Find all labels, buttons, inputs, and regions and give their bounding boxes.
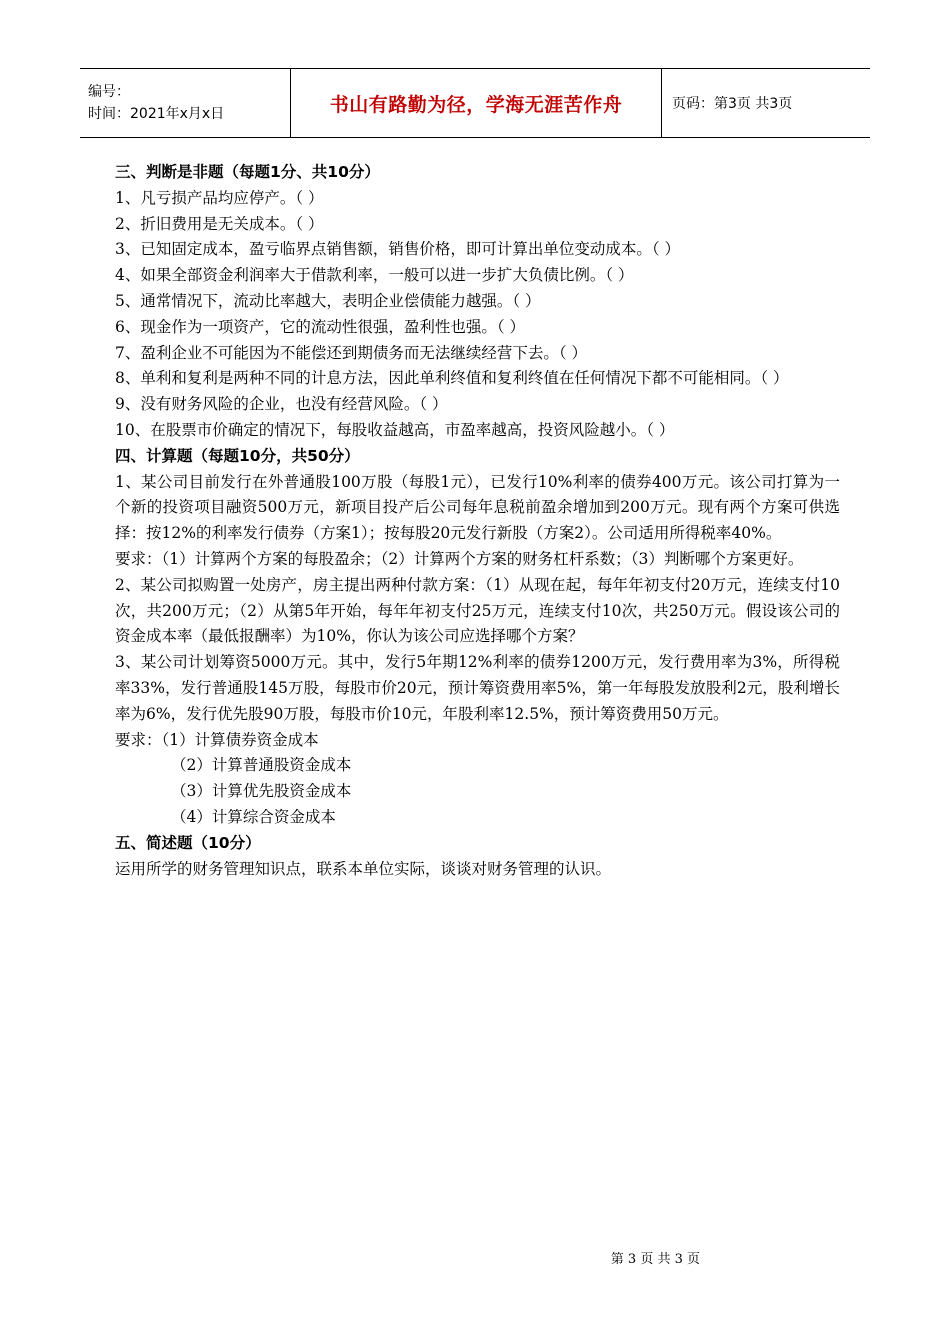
header-meta: [80, 69, 290, 137]
question-item: 1、凡亏损产品均应停产。（ ）: [115, 188, 324, 207]
header-page-info: [662, 69, 870, 137]
calc-question-3-req-1: 要求：（1）计算债券资金成本: [115, 730, 319, 749]
question-item: 9、没有财务风险的企业，也没有经营风险。（ ）: [115, 395, 448, 414]
calc-question-3-req-2: （2）计算普通股资金成本: [171, 756, 352, 775]
header-motto-cell: [290, 69, 662, 137]
motto: 书山有路勤为径，学海无涯苦作舟: [329, 93, 623, 116]
calc-question-3-req-4: （4）计算综合资金成本: [171, 807, 336, 826]
footer-page-number: 第 3 页 共 3 页: [610, 1252, 700, 1267]
question-item: 2、折旧费用是无关成本。（ ）: [115, 214, 324, 233]
section-title-judgement: 三、判断是非题（每题1分、共10分）: [115, 163, 380, 181]
number-label: 编号：: [88, 84, 130, 100]
calc-question-2: 2、某公司拟购置一处房产，房主提出两种付款方案：（1）从现在起，每年年初支付20万元，连续支付10次，共200万元；（2）从第5年开始，每年年初支付25万元，连续支付10次，共250万元。假设该公司的资金成本率（最低报酬率）为10%，你认为该公司应选择哪个方案？: [115, 575, 840, 646]
question-item: 7、盈利企业不可能因为不能偿还到期债务而无法继续经营下去。（ ）: [115, 343, 588, 362]
question-item: 10、在股票市价确定的情况下，每股收益越高，市盈率越高，投资风险越小。（ ）: [115, 420, 675, 439]
question-item: 8、单利和复利是两种不同的计息方法，因此单利终值和复利终值在任何情况下都不可能相同。（ ）: [115, 369, 789, 388]
document-header: [80, 68, 870, 138]
calc-question-3: 3、某公司计划筹资5000万元。其中，发行5年期12%利率的债券1200万元，发行费用率为3%，所得税率33%，发行普通股145万股，每股市价20元，预计筹资费用率5%，第一年每股发放股利2元，股利增长率为6%，发行优先股90万股，每股市价10元，年股利率12.5%，预计筹资费用50万元。: [115, 653, 840, 723]
question-item: 3、已知固定成本，盈亏临界点销售额，销售价格，即可计算出单位变动成本。（ ）: [115, 240, 681, 259]
essay-prompt: 运用所学的财务管理知识点，联系本单位实际，谈谈对财务管理的认识。: [115, 859, 612, 878]
date-label: 时间：2021年x月x日: [88, 106, 225, 122]
question-item: 4、如果全部资金利润率大于借款利率，一般可以进一步扩大负债比例。（ ）: [115, 266, 634, 285]
calc-question-1-requirements: 要求：（1）计算两个方案的每股盈余；（2）计算两个方案的财务杠杆系数；（3）判断哪个方案更好。: [115, 549, 804, 568]
page-footer: [0, 1248, 950, 1267]
calc-question-3-req-3: （3）计算优先股资金成本: [171, 782, 352, 801]
section-title-essay: 五、简述题（10分）: [115, 833, 261, 852]
section-title-calculation: 四、计算题（每题10分，共50分）: [115, 446, 360, 465]
question-item: 5、通常情况下，流动比率越大，表明企业偿债能力越强。（ ）: [115, 291, 541, 310]
page-info: 页码：第3页 共3页: [672, 96, 793, 112]
calc-question-1: 1、某公司目前发行在外普通股100万股（每股1元），已发行10%利率的债券400万元。该公司打算为一个新的投资项目融资500万元，新项目投产后公司每年息税前盈余增加到200万元。现有两个方案可供选择：按12%的利率发行债券（方案1）；按每股20元发行新股（方案2）。公司适用所得税率40%。: [115, 472, 840, 543]
question-item: 6、现金作为一项资产，它的流动性很强，盈利性也强。（ ）: [115, 317, 526, 336]
document-body: [115, 160, 840, 882]
